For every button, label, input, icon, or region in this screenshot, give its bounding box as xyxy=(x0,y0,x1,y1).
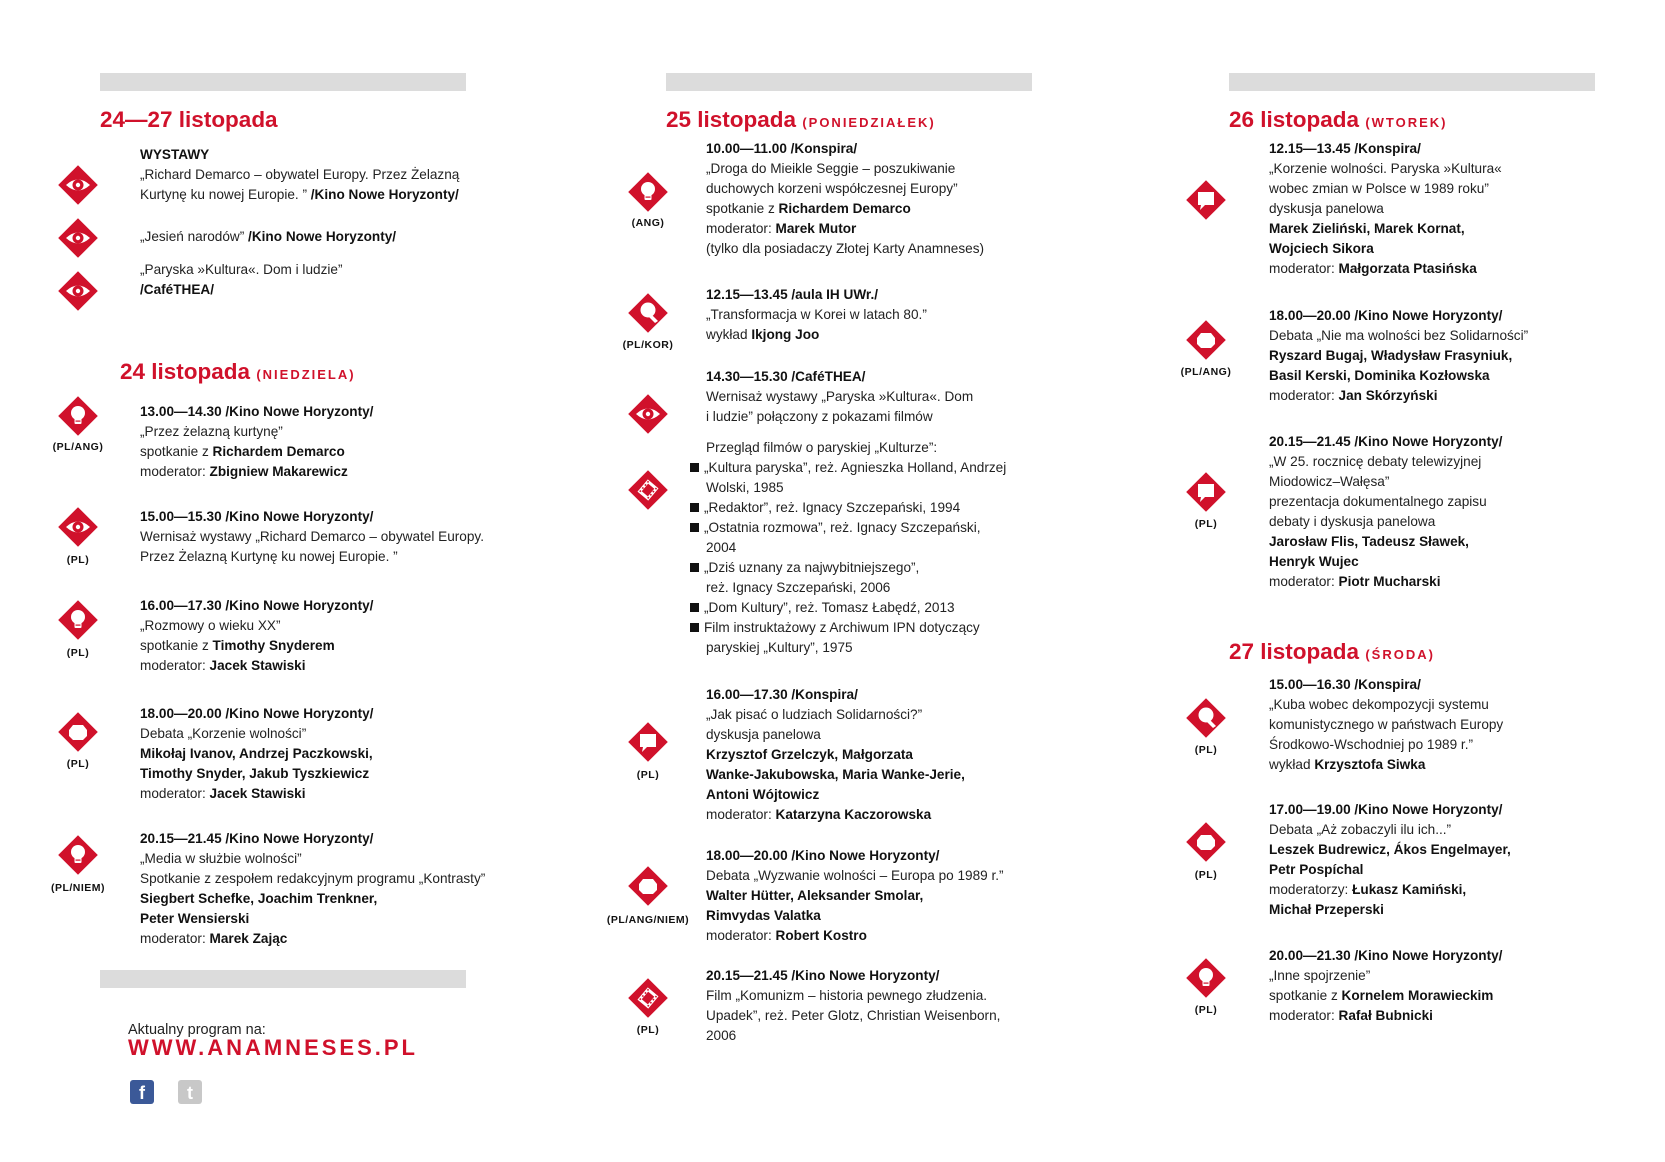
language-label: (PL) xyxy=(66,758,90,770)
meeting-bulb-icon xyxy=(58,835,98,875)
event: 20.15—21.45 /Kino Nowe Horyzonty/ Film „Komunizm – historia pewnego złudzenia. Upadek”, reż. Peter Glotz, Christian Weisenborn, 2006 xyxy=(706,968,1001,1043)
language-label: (ANG) xyxy=(631,217,665,229)
footer-bar xyxy=(100,970,466,988)
language-label: (PL) xyxy=(1194,518,1218,530)
event: 15.00—15.30 /Kino Nowe Horyzonty/ Wernisaż wystawy „Richard Demarco – obywatel Europy. Przez Żelazną Kurtynę ku nowej Europie. ” xyxy=(140,509,484,564)
debate-icon xyxy=(58,712,98,752)
language-label: (PL/ANG) xyxy=(1180,366,1232,378)
twitter-icon[interactable]: t xyxy=(178,1080,202,1104)
exhibitions-block: WYSTAWY „Richard Demarco – obywatel Europy. Przez Żelazną Kurtynę ku nowej Europie. ” /Kino Nowe Horyzonty/ „Jesień narodów” /Kino Nowe Horyzonty/ „Paryska »Kultura«. Dom i ludzie” /CaféTHEA/ xyxy=(140,147,460,297)
debate-icon xyxy=(628,866,668,906)
exhibition-eye-icon xyxy=(628,394,668,434)
exhibition-eye-icon xyxy=(58,271,98,311)
language-label: (PL) xyxy=(1194,1004,1218,1016)
discussion-chat-icon xyxy=(1186,180,1226,220)
language-label: (PL/KOR) xyxy=(622,339,674,351)
language-label: (PL) xyxy=(66,554,90,566)
event: 17.00—19.00 /Kino Nowe Horyzonty/ Debata „Aż zobaczyli ilu ich...” Leszek Budrewicz, Ákos Engelmayer, Petr Pospíchal moderatorzy: Łukasz Kamiński, Michał Przeperski xyxy=(1269,802,1511,917)
discussion-chat-icon xyxy=(1186,472,1226,512)
event: 18.00—20.00 /Kino Nowe Horyzonty/ Debata „Wyzwanie wolności – Europa po 1989 r.” Walter Hütter, Aleksander Smolar, Rimvydas Valatka moderator: Robert Kostro xyxy=(706,848,1004,943)
language-label: (PL) xyxy=(636,1024,660,1036)
language-label: (PL) xyxy=(636,769,660,781)
debate-icon xyxy=(1186,822,1226,862)
exhibition-eye-icon xyxy=(58,165,98,205)
film-icon xyxy=(628,978,668,1018)
day-heading-26: 26 listopada (WTOREK) xyxy=(1229,107,1448,132)
language-label: (PL/ANG/NIEM) xyxy=(606,914,690,926)
event: 12.15—13.45 /Konspira/ „Korzenie wolności. Paryska »Kultura« wobec zmian w Polsce w 1989 roku” dyskusja panelowa Marek Zieliński, Marek Kornat, Wojciech Sikora moderator: Małgorzata Ptasińska xyxy=(1269,141,1502,276)
language-label: (PL/ANG) xyxy=(52,441,104,453)
debate-icon xyxy=(1186,320,1226,360)
language-label: (PL) xyxy=(1194,744,1218,756)
exhibition-eye-icon xyxy=(58,507,98,547)
meeting-bulb-icon xyxy=(58,600,98,640)
event: 20.15—21.45 /Kino Nowe Horyzonty/ „Media w służbie wolności” Spotkanie z zespołem redakcyjnym programu „Kontrasty” Siegbert Schefke, Joachim Trenkner, Peter Wensierski moderator: Marek Zając xyxy=(140,831,486,946)
day-heading-27: 27 listopada (ŚRODA) xyxy=(1229,639,1435,664)
language-label: (PL) xyxy=(1194,869,1218,881)
language-label: (PL) xyxy=(66,647,90,659)
film-icon xyxy=(628,470,668,510)
day-heading-24: 24 listopada (NIEDZIELA) xyxy=(120,359,356,384)
meeting-bulb-icon xyxy=(58,396,98,436)
event: 16.00—17.30 /Kino Nowe Horyzonty/ „Rozmowy o wieku XX” spotkanie z Timothy Snyderem moderator: Jacek Stawiski xyxy=(140,598,374,673)
event: 14.30—15.30 /CaféTHEA/ Wernisaż wystawy „Paryska »Kultura«. Dom i ludzie” połączony z pokazami filmów xyxy=(706,369,974,424)
exhibition-eye-icon xyxy=(58,218,98,258)
lecture-icon xyxy=(1186,698,1226,738)
exhibitions-heading: 24—27 listopada xyxy=(100,107,278,132)
event: 18.00—20.00 /Kino Nowe Horyzonty/ Debata „Korzenie wolności” Mikołaj Ivanov, Andrzej Paczkowski, Timothy Snyder, Jakub Tyszkiewicz moderator: Jacek Stawiski xyxy=(140,706,374,801)
film-review-list: Przegląd filmów o paryskiej „Kulturze”: „Kultura paryska”, reż. Agnieszka Holland, Andrzej Wolski, 1985 „Redaktor”, reż. Ignacy Szczepański, 1994 „Ostatnia rozmowa”, reż. Ignacy Szczepański, 2004 „Dziś uznany za najwybitniejszego”, reż. Ignacy Szczepański, 2006 „Dom Kultury”, reż. Tomasz Łabędź, 2013 Film instruktażowy z Archiwum IPN dotyczący paryskiej „Kultury”, 1975 xyxy=(690,438,1006,658)
event: 15.00—16.30 /Konspira/ „Kuba wobec dekompozycji systemu komunistycznego w państwach Europy Środkowo-Wschodniej po 1989 r.” wykład Krzysztofa Siwka xyxy=(1269,677,1504,772)
discussion-chat-icon xyxy=(628,722,668,762)
header-bar xyxy=(100,73,466,91)
website-link[interactable]: WWW.ANAMNESES.PL xyxy=(128,1035,418,1060)
language-label: (PL/NIEM) xyxy=(50,882,106,894)
meeting-bulb-icon xyxy=(1186,958,1226,998)
event: 13.00—14.30 /Kino Nowe Horyzonty/ „Przez żelazną kurtynę” spotkanie z Richardem Demarco moderator: Zbigniew Makarewicz xyxy=(140,404,374,479)
footer-label: Aktualny program na: xyxy=(128,1022,266,1038)
header-bar xyxy=(1229,73,1595,91)
lecture-icon xyxy=(628,293,668,333)
event: 20.15—21.45 /Kino Nowe Horyzonty/ „W 25. rocznicę debaty telewizyjnej Miodowicz–Wałęsa” prezentacja dokumentalnego zapisu debaty i dyskusja panelowa Jarosław Flis, Tadeusz Sławek, Henryk Wujec moderator: Piotr Mucharski xyxy=(1269,434,1503,589)
facebook-icon[interactable]: f xyxy=(130,1080,154,1104)
event: 16.00—17.30 /Konspira/ „Jak pisać o ludziach Solidarności?” dyskusja panelowa Krzysztof Grzelczyk, Małgorzata Wanke-Jakubowska, Maria Wanke-Jerie, Antoni Wójtowicz moderator: Katarzyna Kaczorowska xyxy=(706,687,965,822)
event: 12.15—13.45 /aula IH UWr./ „Transformacja w Korei w latach 80.” wykład Ikjong Joo xyxy=(706,287,927,342)
day-heading-25: 25 listopada (PONIEDZIAŁEK) xyxy=(666,107,936,132)
event: 20.00—21.30 /Kino Nowe Horyzonty/ „Inne spojrzenie” spotkanie z Kornelem Morawieckim moderator: Rafał Bubnicki xyxy=(1269,948,1503,1023)
meeting-bulb-icon xyxy=(628,172,668,212)
header-bar xyxy=(666,73,1032,91)
event: 10.00—11.00 /Konspira/ „Droga do Mieikle Seggie – poszukiwanie duchowych korzeni współczesnej Europy” spotkanie z Richardem Demarco moderator: Marek Mutor (tylko dla posiadaczy Złotej Karty Anamneses) xyxy=(706,141,985,256)
exhibitions-label: WYSTAWY xyxy=(140,147,210,162)
event: 18.00—20.00 /Kino Nowe Horyzonty/ Debata „Nie ma wolności bez Solidarności” Ryszard Bugaj, Władysław Frasyniuk, Basil Kerski, Dominika Kozłowska moderator: Jan Skórzyński xyxy=(1269,308,1529,403)
